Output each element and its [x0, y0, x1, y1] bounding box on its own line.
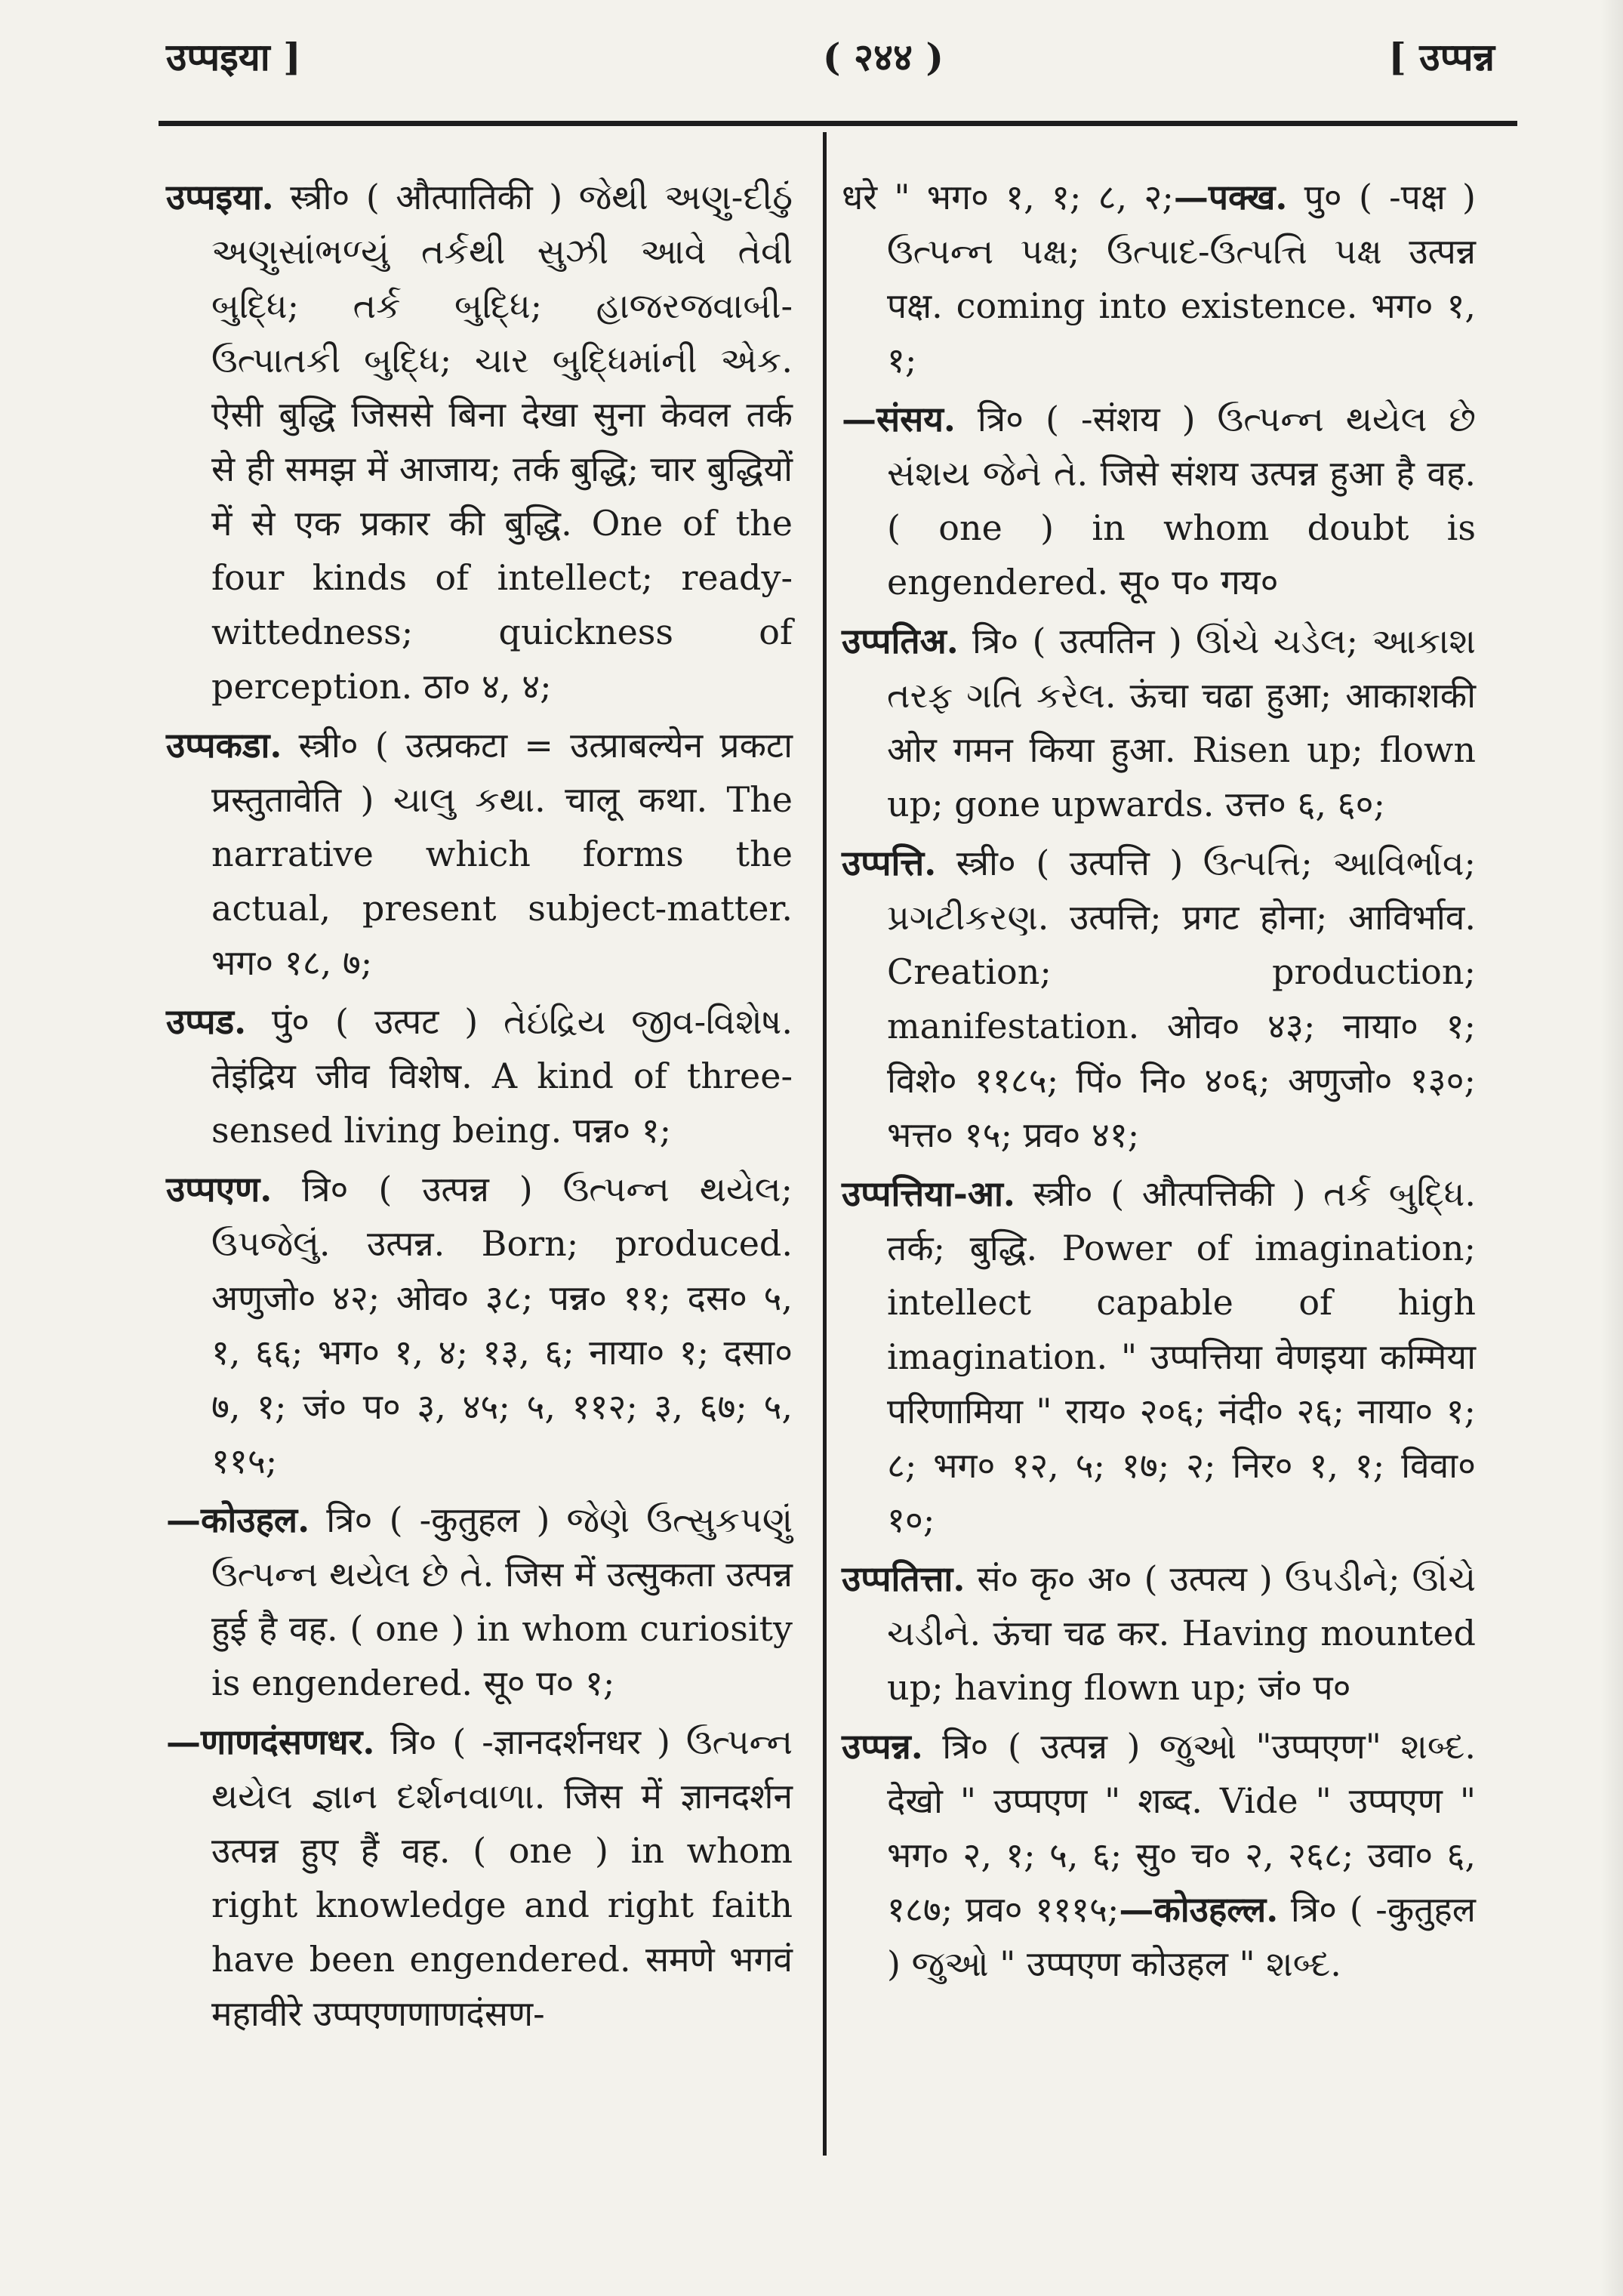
sub-entry — [842, 392, 1476, 609]
header-rule — [159, 121, 1517, 126]
headword: उप्पएण. — [166, 1169, 273, 1210]
headword: —पक्ख. — [1173, 177, 1288, 217]
header-left-guideword: उप्पइया ] — [166, 35, 301, 79]
headword: —णाणदंसणधर. — [166, 1721, 375, 1762]
headword: उप्पत्तिया-आ. — [842, 1173, 1015, 1214]
entry-text: स्त्री० ( औत्पातिकी ) જેથી અણુ-દીઠું અણુસાંભળ્યું તર્કથી સુઝી આવે તેવી બુદ્ધિ; તર્ક બુદ્ધિ; હાજરજવાબી-ઉત્પાતકી બુદ્ધિ; ચાર બુદ્ધિમાંની એક. ऐसी बुद्धि जिससे बिना देखा सुना केवल तर्क से ही समझ में आजाय; तर्क बुद्धि; चार बुद्धियों में से एक प्रकार की बुद्धि. One of the four kinds of intellect; ready-wittedness; quickness of perception. ठा० ४, ४; — [211, 177, 793, 707]
dictionary-entry — [842, 1166, 1476, 1547]
dictionary-entry — [842, 614, 1476, 831]
headword: उप्पत्ति. — [842, 843, 937, 883]
entry-text: धरे " भग० १, १; ८, २; — [842, 177, 1174, 217]
dictionary-entry — [166, 170, 793, 713]
dictionary-entry — [842, 1719, 1476, 1991]
scan-edge-shadow — [1600, 0, 1623, 2296]
headword: उप्पड. — [166, 1001, 247, 1042]
headword: उप्पइया. — [166, 177, 274, 217]
continued-entry — [842, 170, 1476, 387]
page-number: ( २४४ ) — [822, 35, 944, 79]
headword: —संसय. — [842, 399, 956, 439]
entry-text: पु० ( -पक्ष ) ઉત્પન્ન પક્ષ; ઉત્પાદ-ઉત્પત્તિ પક્ષ उत्पन्न पक्ष. coming into existence. भग० १, १; — [887, 177, 1476, 381]
headword: —कोउहल. — [166, 1499, 310, 1540]
dictionary-entry — [842, 1552, 1476, 1715]
right-column — [842, 170, 1476, 1996]
entry-text: त्रि० ( -ज्ञानदर्शनधर ) ઉત્પન્ન થયેલ જ્ઞાન દર્શનવાળા. जिस में ज्ञानदर्शन उत्पन्न हुए हैं वह. ( one ) in whom right knowledge and right faith have been engendered. समणे भगवं महावीरे उप्पएणणाणदंसण- — [211, 1721, 793, 2034]
headword: उप्पकडा. — [166, 725, 282, 766]
headword: उप्पतिअ. — [842, 621, 959, 661]
entry-text: त्रि० ( -कुतुहल ) જેણે ઉત્સુકપણું ઉત્પન્ન થયેલ છે તે. जिस में उत्सुकता उत्पन्न हुई है वह. ( one ) in whom curiosity is engendered. सू० प० १; — [211, 1499, 793, 1703]
entry-text: स्त्री० ( उत्पत्ति ) ઉત્પત્તિ; આવિર્ભાવ; પ્રગટીકરણ. उत्पत्ति; प्रगट होना; आविर्भाव. Creation; production; manifestation. ओव० ४३; नाया० १; विशे० ११८५; पिं० नि० ४०६; अणुजो० १३०; भत्त० १५; प्रव० ४१; — [887, 843, 1476, 1155]
dictionary-entry — [842, 836, 1476, 1162]
header-right-guideword: [ उप्पन्न — [1388, 35, 1495, 79]
entry-text: त्रि० ( उत्पतिन ) ઊંચે ચડેલ; આકાશ તરફ ગતિ કરેલ. ऊंचा चढा हुआ; आकाशकी ओर गमन किया हुआ. Risen up; flown up; gone upwards. उत्त० ६, ६०; — [887, 621, 1476, 824]
entry-text: त्रि० ( -संशय ) ઉત્પન્ન થયેલ છે સંશય જેને તે. जिसे संशय उत्पन्न हुआ है वह. ( one ) in whom doubt is engendered. सू० प० गय० — [887, 399, 1476, 603]
entry-text: त्रि० ( उत्पन्न ) જુઓ "उप्पएण" શબ્દ. देखो " उप्पएण " शब्द. Vide " उप्पएण " भग० २, १; ५, ६; सु० च० २, २६८; उवा० ६, १८७; प्रव० १११५; — [887, 1726, 1476, 1930]
sub-entry — [166, 1493, 793, 1710]
entry-text: पुं० ( उत्पट ) તેઇંદ્રિય જીવ-વિશેષ. तेइंद्रिय जीव विशेष. A kind of three-sensed living being. पन्न० १; — [211, 1001, 793, 1151]
dictionary-entry — [166, 718, 793, 990]
left-column — [166, 170, 793, 2045]
dictionary-entry — [166, 994, 793, 1157]
entry-text: सं० कृ० अ० ( उत्पत्य ) ઉપડીને; ઊંચે ચડીને. ऊंचा चढ कर. Having mounted up; having flown up; जं० प० — [887, 1558, 1476, 1708]
dictionary-entry — [166, 1162, 793, 1488]
column-divider — [823, 132, 827, 2156]
page-header — [166, 30, 1495, 98]
headword: —कोउहल्ल. — [1119, 1889, 1279, 1930]
headword: उप्पन्न. — [842, 1726, 923, 1767]
entry-text: स्त्री० ( औत्पत्तिकी ) તર્ક બુદ્ધિ. तर्क; बुद्धि. Power of imagination; intellect capable of high imagination. " उप्पत्तिया वेणइया कम्मिया परिणामिया " राय० २०६; नंदी० २६; नाया० १; ८; भग० १२, ५; १७; २; निर० १, १; विवा० १०; — [887, 1173, 1476, 1540]
entry-text: त्रि० ( -कुतुहल ) જુઓ " उप्पएण कोउहल " શબ્દ. — [887, 1889, 1476, 1984]
headword: उप्पतित्ता. — [842, 1558, 965, 1599]
entry-text: त्रि० ( उत्पन्न ) ઉત્પન્ન થયેલ; ઉપજેલું. उत्पन्न. Born; produced. अणुजो० ४२; ओव० ३८; पन्न० ११; दस० ५, १, ६६; भग० १, ४; १३, ६; नाया० १; दसा० ७, १; जं० प० ३, ४५; ५, ११२; ३, ६७; ५, ११५; — [211, 1169, 793, 1481]
sub-entry — [166, 1715, 793, 2041]
entry-text: स्त्री० ( उत्प्रकटा = उत्प्राबल्येन प्रकटा प्रस्तुतावेति ) ચાલુ કથા. चालू कथा. The narrative which forms the actual, present subject-matter. भग० १८, ७; — [211, 725, 793, 983]
